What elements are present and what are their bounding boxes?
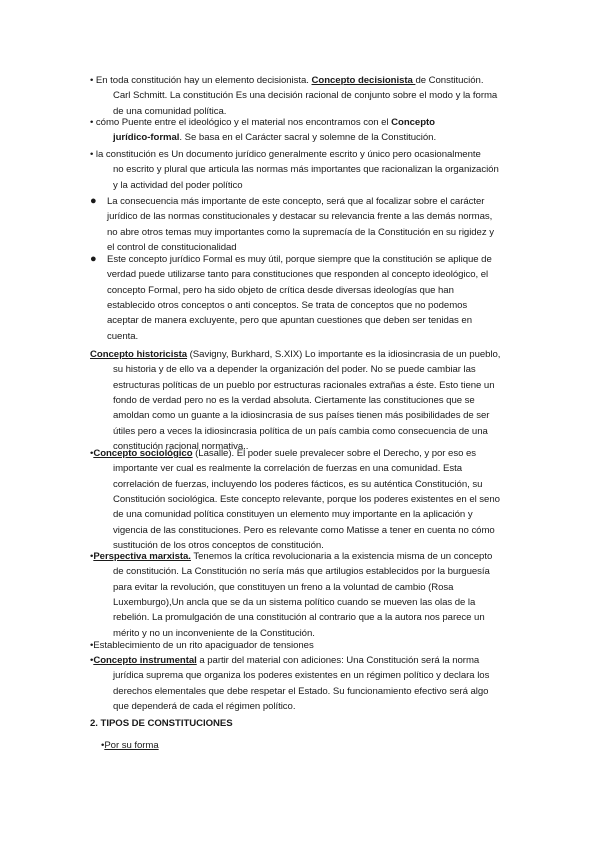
text-run: de constitución. La Constitución no sería más que artilugios establecidos por la burguesía	[113, 566, 490, 578]
text-run: (Savigny, Burkhard, S.XIX) Lo importante es la idiosincrasia de un pueblo,	[187, 349, 501, 360]
text-run: cuenta.	[107, 330, 139, 342]
text-line	[107, 268, 488, 281]
text-line	[90, 348, 500, 361]
text-run: de una comunidad política.	[113, 105, 227, 117]
text-line	[107, 314, 472, 327]
text-line	[113, 179, 243, 192]
text-line	[113, 669, 489, 682]
text-run: •	[90, 551, 94, 562]
text-line	[90, 74, 483, 87]
text-run: concepto Formal, pero ha sido objeto de crítica desde diversas ideologías que han	[107, 284, 454, 296]
text-line	[101, 739, 159, 752]
text-line	[107, 330, 138, 343]
text-run: de Constitución.	[415, 75, 484, 86]
text-line	[113, 685, 488, 698]
text-run: rebelión. La promulgación de una constitución al contrario que a la autora nos parece un	[113, 612, 485, 624]
text-run: importante ver cual es realmente la correlación de fuerzas en una comunidad. Esta	[113, 463, 462, 475]
text-line	[113, 627, 315, 640]
text-line	[113, 462, 462, 475]
text-line	[90, 654, 479, 667]
text-line	[113, 478, 482, 491]
text-run: (Lasalle). El poder suele prevalecer sobre el Derecho, y por eso es	[192, 448, 477, 459]
text-line	[90, 116, 435, 129]
text-run: amoldan como un guante a la idiosincrasia de sus países tienen más posibilidades de ser	[113, 410, 490, 422]
text-line	[113, 394, 475, 407]
concept-term: Concepto instrumental	[93, 655, 197, 666]
text-run: su historia y de ello va a depender la organización del poder. No se puede cambiar las	[113, 364, 476, 376]
text-run: . Se basa en el Carácter sacral y solemne de la Constitución.	[179, 132, 437, 144]
text-run: La consecuencia más importante de este concepto, será que al focalizar sobre el carácter	[107, 196, 485, 207]
text-run: Carl Schmitt. La constitución Es una decisión racional de conjunto sobre el modo y la forma	[113, 90, 498, 102]
text-run: Luxemburgo),Un ancla que se da un sistema político cuando se mueven las olas de la	[113, 596, 476, 608]
text-run: correlación de fuerzas, incluyendo los poderes fácticos, es su auténtica Constitución, su	[113, 478, 483, 490]
text-run: • la constitución es Un documento jurídico generalmente escrito y único pero ocasionalmente	[90, 149, 481, 160]
concept-term: Concepto decisionista	[311, 75, 416, 86]
text-run: •	[90, 655, 94, 666]
text-run: •	[90, 448, 94, 459]
text-run: fondo de verdad pero no es la verdad absoluta. Ciertamente las constituciones que se	[113, 394, 475, 406]
text-line	[107, 253, 492, 266]
text-line	[113, 409, 489, 422]
concept-term: Concepto historicista	[90, 349, 188, 360]
text-line	[107, 210, 492, 223]
text-line	[113, 611, 485, 624]
text-line	[90, 639, 314, 652]
text-run: Este concepto jurídico Formal es muy útil, porque siempre que la constitución se aplique de	[107, 254, 492, 265]
text-line	[113, 581, 453, 594]
text-run: estructuras políticas de un pueblo por estructuras racionales extrañas a éste. Esto tiene un	[113, 379, 495, 391]
text-run: mérito y no un inconveniente de la Constitución.	[113, 627, 315, 639]
text-line	[90, 550, 492, 563]
bold-text: Concepto	[391, 117, 435, 128]
concept-term: Perspectiva marxista.	[93, 551, 191, 562]
bold-text: 2. TIPOS DE CONSTITUCIONES	[90, 718, 233, 729]
text-line	[113, 524, 495, 537]
text-run: •	[101, 740, 105, 751]
text-line	[113, 379, 495, 392]
text-run: establecido otros conceptos o anti conceptos. Se trata de conceptos que no podemos	[107, 299, 468, 311]
text-run: Tenemos la crítica revolucionaria a la existencia misma de un concepto	[190, 551, 493, 562]
text-run: el control de constitucionalidad	[107, 241, 237, 253]
text-line	[113, 493, 500, 506]
text-line	[113, 425, 488, 438]
text-run: vigencia de las constituciones. Pero es relevante como Matisse a tener en cuenta no cómo	[113, 524, 495, 536]
concept-term: Concepto sociológico	[93, 448, 193, 459]
text-run: para evitar la revolución, que constituyen un freno a la voluntad de cambio (Rosa	[113, 581, 454, 593]
text-line	[113, 89, 497, 102]
text-line	[90, 447, 476, 460]
text-run: • En toda constitución hay un elemento decisionista.	[90, 75, 312, 86]
text-run: Constitución sociológica. Este concepto relevante, porque los poderes existentes en el seno	[113, 493, 500, 505]
text-run: de una comunidad política constituyen un elemento muy importante en la aplicación y	[113, 509, 473, 521]
text-run: útiles pero a veces la idiosincrasia política de un país cambia como consecuencia de una	[113, 425, 488, 437]
text-line	[90, 717, 233, 730]
bullet-marker: ●	[90, 195, 97, 207]
text-run: •Establecimiento de un rito apaciguador de tensiones	[90, 640, 314, 651]
text-line	[107, 241, 237, 254]
text-run: verdad puede utilizarse tanto para constituciones que responden al concepto ideológico, el	[107, 269, 489, 281]
text-line	[113, 700, 295, 713]
text-line	[107, 299, 467, 312]
text-line	[107, 226, 494, 239]
bullet-marker: ●	[90, 253, 97, 265]
text-line	[90, 148, 481, 161]
bold-text: jurídico-formal	[113, 132, 180, 144]
text-run: jurídica suprema que organiza los poderes existentes en un régimen político y declara los	[113, 670, 490, 682]
text-run: sustitución de los otros conceptos de constitución.	[113, 539, 324, 551]
text-run: no escrito y plural que articula las normas más importantes que racionalizan la organización	[113, 164, 499, 176]
text-run: no abre otros temas muy importantes como la supremacía de la Constitución en su rigidez y	[107, 226, 494, 238]
underlined-text: Por su forma	[104, 740, 159, 751]
text-run: derechos elementales que debe respetar el Estado. Su funcionamiento efectivo será algo	[113, 685, 489, 697]
text-run: constitución racional normativa..	[113, 440, 249, 452]
text-run: jurídico de las normas constitucionales y destacar su relevancia frente a las demás normas,	[107, 211, 493, 223]
text-line	[113, 131, 436, 144]
text-run: que dependerá de cada el régimen político.	[113, 700, 296, 712]
text-line	[113, 163, 499, 176]
text-line	[113, 508, 473, 521]
text-line	[113, 596, 475, 609]
text-line	[113, 565, 490, 578]
text-line	[107, 284, 454, 297]
text-run: a partir del material con adiciones: Una Constitución será la norma	[196, 655, 480, 666]
text-line	[113, 363, 476, 376]
text-run: y la actividad del poder político	[113, 179, 243, 191]
text-run: • cómo Puente entre el ideológico y el material nos encontramos con el	[90, 117, 392, 128]
text-line	[107, 195, 484, 208]
text-run: aceptar de manera excluyente, pero que apuntan cuestiones que deben ser tenidas en	[107, 315, 472, 327]
